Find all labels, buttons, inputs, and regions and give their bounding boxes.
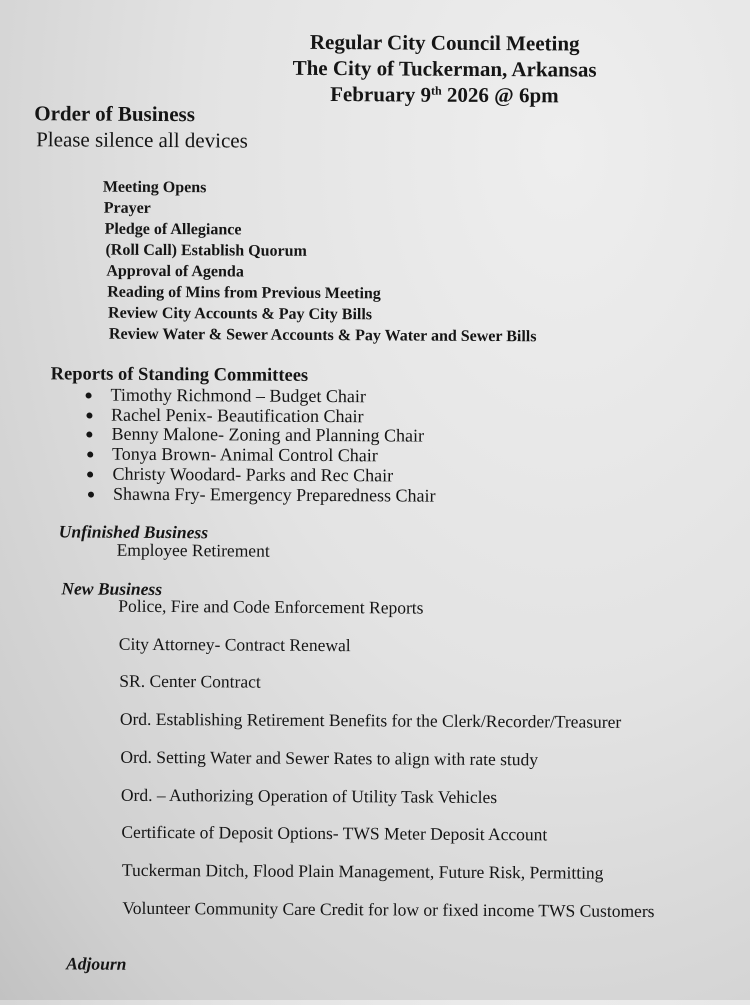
unfinished-item: Employee Retirement: [116, 539, 270, 561]
agenda-item: Approval of Agenda: [106, 262, 244, 281]
date-year-time: 2026 @ 6pm: [441, 82, 559, 108]
committee-report-item: Shawna Fry- Emergency Preparedness Chair: [112, 483, 436, 506]
new-business-item: Volunteer Community Care Credit for low or fixed income TWS Customers: [122, 897, 655, 921]
bullet-icon: [86, 412, 92, 418]
agenda-item: Meeting Opens: [102, 178, 207, 197]
order-heading: Order of Business: [34, 101, 196, 127]
new-business-item: SR. Center Contract: [119, 671, 261, 692]
committee-report-item: Timothy Richmond – Budget Chair: [110, 384, 367, 407]
committee-report-item: Benny Malone- Zoning and Planning Chair: [111, 424, 425, 446]
agenda-item: Pledge of Allegiance: [104, 220, 242, 239]
meeting-title: Regular City Council Meeting: [309, 29, 580, 56]
new-business-item: Tuckerman Ditch, Flood Plain Management, Future Risk, Permitting: [121, 859, 604, 883]
bullet-icon: [87, 432, 93, 438]
bullet-icon: [88, 491, 94, 497]
unfinished-heading: Unfinished Business: [58, 521, 209, 543]
city-name: The City of Tuckerman, Arkansas: [292, 55, 597, 82]
committee-report-item: Rachel Penix- Beautification Chair: [111, 404, 364, 426]
new-business-heading: New Business: [61, 578, 163, 600]
agenda-item: Review City Accounts & Pay City Bills: [108, 304, 373, 324]
reports-heading: Reports of Standing Committees: [50, 364, 309, 386]
new-business-item: Certificate of Deposit Options- TWS Meter Deposit Account: [121, 821, 548, 845]
bullet-icon: [86, 393, 92, 399]
new-business-item: Ord. Setting Water and Sewer Rates to align with rate study: [120, 746, 539, 770]
agenda-item: Reading of Mins from Previous Meeting: [107, 283, 381, 303]
new-business-item: Ord. – Authorizing Operation of Utility Task Vehicles: [120, 784, 498, 807]
new-business-item: Police, Fire and Code Enforcement Reports: [118, 595, 424, 618]
date-suffix: th: [431, 83, 442, 98]
new-business-item: Ord. Establishing Retirement Benefits for the Clerk/Recorder/Treasurer: [119, 708, 622, 732]
committee-report-item: Christy Woodard- Parks and Rec Chair: [112, 463, 394, 486]
agenda-item: (Roll Call) Establish Quorum: [105, 241, 307, 260]
date-day: February 9: [330, 82, 432, 107]
bullet-icon: [87, 452, 93, 458]
adjourn: Adjourn: [66, 953, 127, 974]
committee-report-item: Tonya Brown- Animal Control Chair: [111, 443, 378, 466]
new-business-item: City Attorney- Contract Renewal: [118, 633, 351, 655]
agenda-item: Review Water & Sewer Accounts & Pay Water and Sewer Bills: [108, 325, 537, 346]
bullet-icon: [87, 471, 93, 477]
silence-note: Please silence all devices: [36, 127, 248, 153]
agenda-item: Prayer: [103, 199, 151, 217]
